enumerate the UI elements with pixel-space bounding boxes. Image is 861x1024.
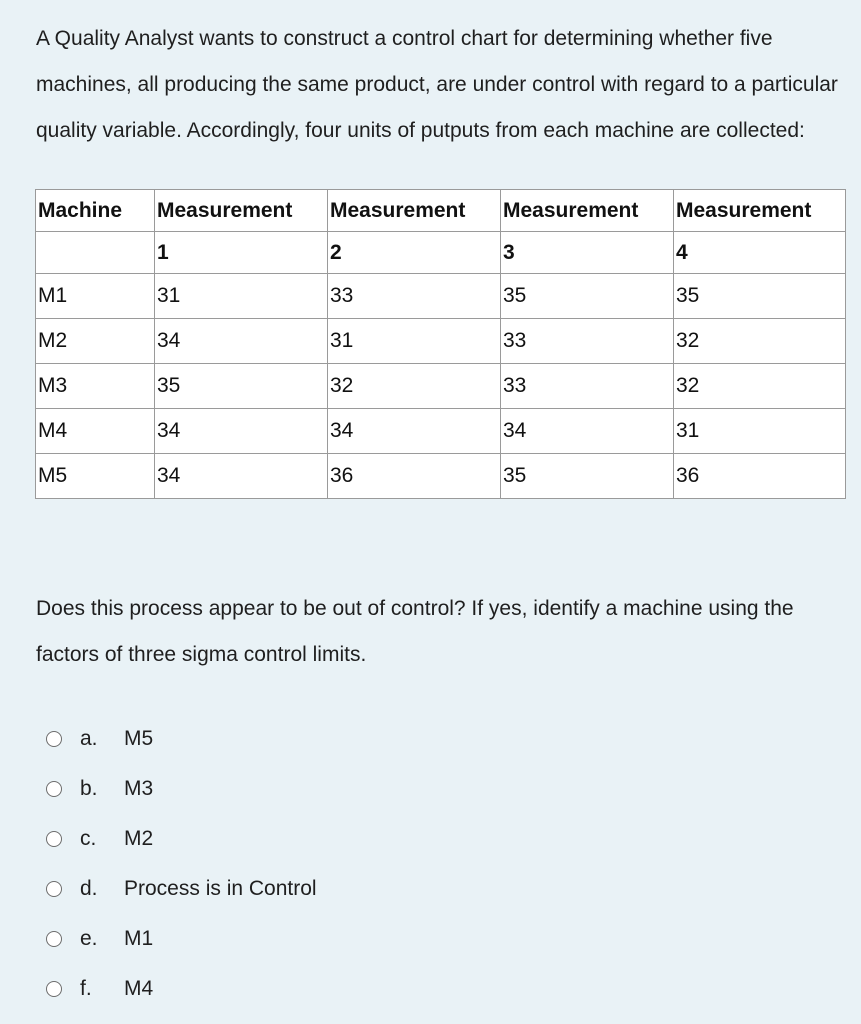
option-f[interactable]: [46, 964, 317, 1014]
option-letter: a.: [80, 727, 98, 750]
question-text: A Quality Analyst wants to construct a control chart for determining whether five machines, all producing the same product, are under control with regard to a particular quality variable. Accordingly, four units of putputs from each machine are collected:: [36, 27, 838, 142]
table-cell: 34: [501, 409, 674, 454]
option-label: M2: [124, 827, 154, 850]
table-row: [36, 274, 846, 319]
option-label: Process is in Control: [124, 877, 317, 900]
table-cell: 36: [674, 454, 846, 499]
subheader-blank: [36, 232, 155, 274]
follow-up-question: Does this process appear to be out of control? If yes, identify a machine using the factors of three sigma control limits.: [36, 597, 794, 666]
radio-button[interactable]: [46, 731, 62, 747]
table-cell: 32: [674, 319, 846, 364]
option-e[interactable]: [46, 914, 317, 964]
header-measurement-2: Measurement: [328, 190, 501, 232]
table-cell: 35: [674, 274, 846, 319]
table-cell: M4: [36, 409, 155, 454]
table-cell: 33: [501, 364, 674, 409]
table-row: [36, 364, 846, 409]
table-cell: 34: [155, 319, 328, 364]
option-a[interactable]: [46, 714, 317, 764]
option-b[interactable]: [46, 764, 317, 814]
option-label: M5: [124, 727, 154, 750]
table-cell: M1: [36, 274, 155, 319]
option-letter: c.: [80, 827, 97, 850]
subheader-4: 4: [674, 232, 846, 274]
subheader-3: 3: [501, 232, 674, 274]
radio-button[interactable]: [46, 831, 62, 847]
table-cell: 33: [328, 274, 501, 319]
table-cell: 35: [501, 274, 674, 319]
table-cell: 36: [328, 454, 501, 499]
header-measurement-1: Measurement: [155, 190, 328, 232]
subheader-1: 1: [155, 232, 328, 274]
header-measurement-3: Measurement: [501, 190, 674, 232]
option-label: M4: [124, 977, 154, 1000]
subheader-2: 2: [328, 232, 501, 274]
table-cell: 33: [501, 319, 674, 364]
measurements-table: [35, 189, 846, 499]
table-cell: M2: [36, 319, 155, 364]
table-cell: 34: [155, 454, 328, 499]
option-letter: d.: [80, 877, 98, 900]
table-cell: M3: [36, 364, 155, 409]
answer-options: [46, 714, 317, 1014]
table-cell: M5: [36, 454, 155, 499]
header-measurement-4: Measurement: [674, 190, 846, 232]
table-row: [36, 319, 846, 364]
option-label: M3: [124, 777, 154, 800]
table-row: [36, 454, 846, 499]
table-cell: 35: [155, 364, 328, 409]
radio-button[interactable]: [46, 781, 62, 797]
table-cell: 31: [155, 274, 328, 319]
table-cell: 32: [328, 364, 501, 409]
radio-button[interactable]: [46, 981, 62, 997]
option-d[interactable]: [46, 864, 317, 914]
radio-button[interactable]: [46, 931, 62, 947]
option-c[interactable]: [46, 814, 317, 864]
table-cell: 31: [674, 409, 846, 454]
header-machine: Machine: [36, 190, 155, 232]
table-subheader-row: [36, 232, 846, 274]
option-letter: b.: [80, 777, 98, 800]
table-cell: 32: [674, 364, 846, 409]
table-cell: 31: [328, 319, 501, 364]
table-header-row: [36, 190, 846, 232]
table-cell: 35: [501, 454, 674, 499]
option-letter: f.: [80, 977, 92, 1000]
table-row: [36, 409, 846, 454]
table-cell: 34: [155, 409, 328, 454]
option-label: M1: [124, 927, 154, 950]
option-letter: e.: [80, 927, 98, 950]
table-cell: 34: [328, 409, 501, 454]
radio-button[interactable]: [46, 881, 62, 897]
